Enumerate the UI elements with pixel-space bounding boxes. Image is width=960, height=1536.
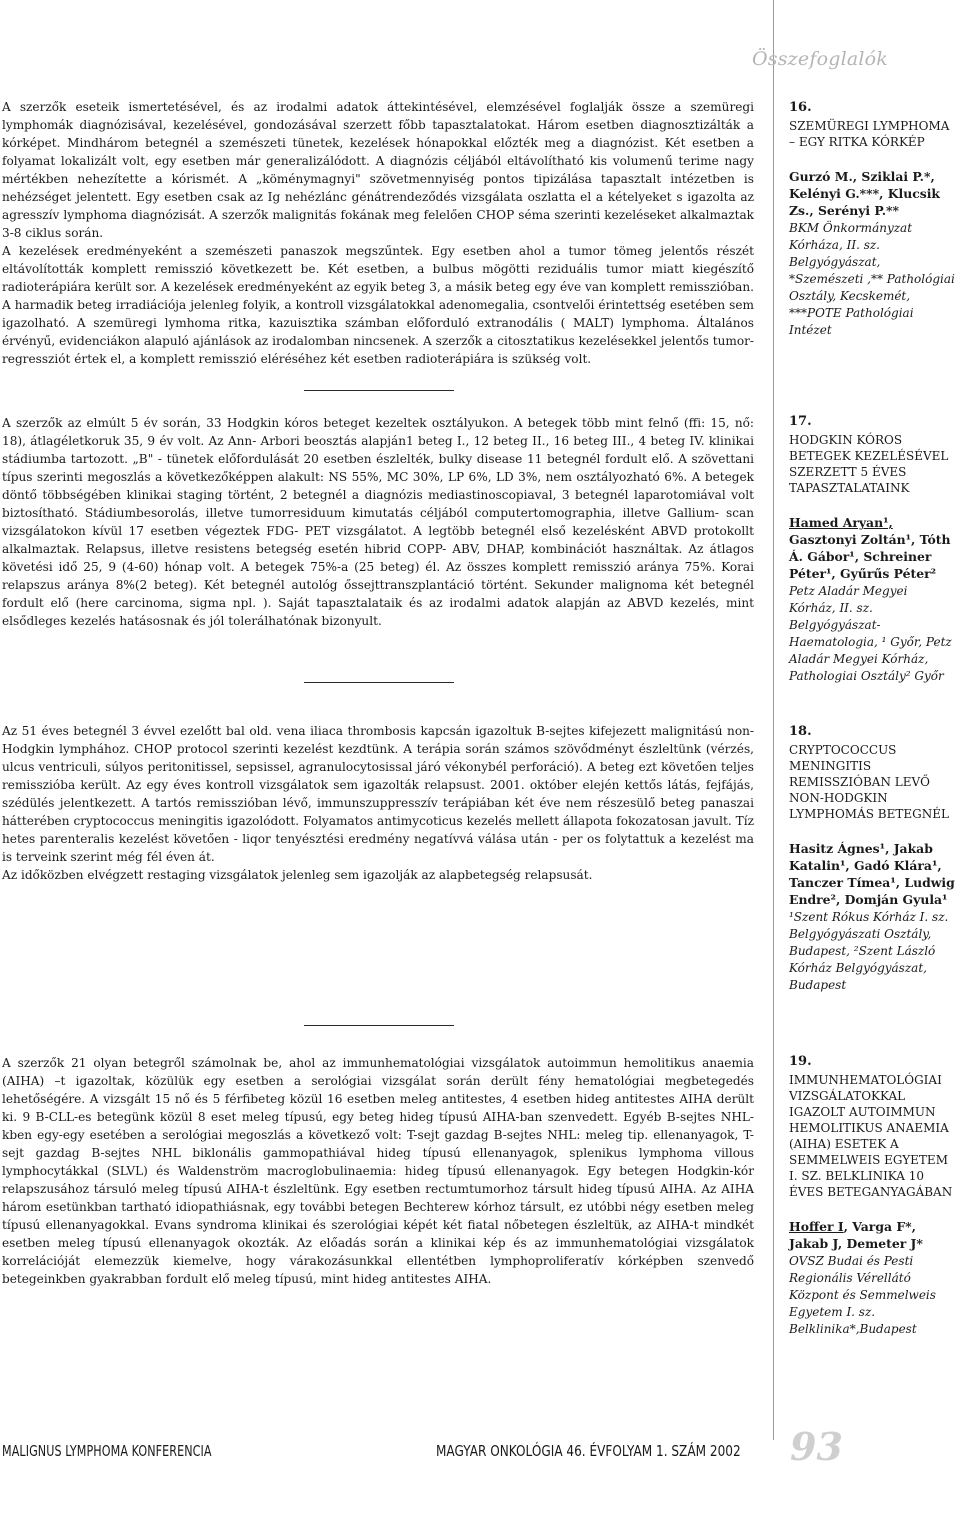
abstract-authors: Hasitz Ágnes¹, Jakab Katalin¹, Gadó Klára¹, Tanczer Tímea¹, Ludwig Endre², Domján Gyula¹ xyxy=(789,841,955,908)
abstract-title: IMMUNHEMATOLÓGIAI VIZSGÁLATOKKAL IGAZOLT AUTOIMMUN HEMOLITIKUS ANAEMIA (AIHA) ESETEK A SEMMELWEIS EGYETEM I. SZ. BELKLINIKA 10 ÉVES BETEGANYAGÁBAN xyxy=(789,1073,953,1200)
abstract-16-paragraph-2: A kezelések eredményeként a szemészeti panaszok megszűntek. Egy esetben ahol a tumor tömeg jelentős részét eltávolították komplett remisszió következett be. Két esetben, a bulbus mögötti reziduális tumor miatt kiegészítő radioterápiára került sor. A kezelések eredményeként az egyik beteg 3, a másik beteg egy éve van komplett remisszióban. A harmadik beteg irradiációja jelenleg folyik, a kontroll vizsgálatokkal adenomegalia, csontvelői érintettség esetében sem igazolható. A szemüregi lymhoma ritka, kazuisztika számban előforduló extranodális ( MALT) lymphoma. Általános érvényű, evidenciákon alapuló ajánlások az irodalomban nincsenek. A szerzők a citosztatikus kezelésekkel jelentős tumor-regressziót értek el, a komplett remisszió eléréséhez két esetben radioterápiára is szükség volt. xyxy=(2,244,754,366)
sidebar-entry-19 xyxy=(789,1054,957,1338)
abstract-17 xyxy=(2,414,754,630)
footer-journal-info: MAGYAR ONKOLÓGIA 46. ÉVFOLYAM 1. SZÁM 2002 xyxy=(436,1442,741,1460)
abstract-title: CRYPTOCOCCUS MENINGITIS REMISSZIÓBAN LEVŐ NON-HODGKIN LYMPHOMÁS BETEGNÉL xyxy=(789,743,949,822)
abstract-authors xyxy=(789,514,957,582)
presenting-author: Hoffer I xyxy=(789,1219,844,1235)
abstract-number: 17. xyxy=(789,414,812,429)
presenting-author: Hamed Aryan¹, xyxy=(789,515,893,531)
abstract-18-paragraph-2: Az időközben elvégzett restaging vizsgálatok jelenleg sem igazolják az alapbetegség relapsusát. xyxy=(2,868,593,882)
abstract-18 xyxy=(2,722,754,884)
abstract-16-paragraph-1: A szerzők eseteik ismertetésével, és az irodalmi adatok áttekintésével, elemzésével foglalják össze a szemüregi lymphomák diagnózisával, kezelésével, gondozásával szerzett főbb tapasztalatokat. Három esetben diagnosztizálták a kórképet. Mindhárom betegnél a szemészeti tünetek, kezelések hónapokkal előzték meg a diagnózist. Két esetben a folyamat lokalizált volt, egy esetben már generalizálódott. A diagnózis céljából eltávolítható kis volumenű terime nagy mértékben nehezítette a kórismét. A „köménymagnyi" szövetmennyiség pontos tipizálása tapasztalt intézetben is nehézséget jelentett. Egy esetben csak az Ig nehézlánc génátrendeződés vizsgálata oszlatta el a kételyeket s igazolta az agresszív lymphoma diagnózisát. A szerzők malignitás fokának meg felelően CHOP séma szerinti kezeléseket alkalmaztak 3-8 ciklus során. xyxy=(2,100,754,240)
abstract-number: 19. xyxy=(789,1054,812,1069)
abstract-institution: ¹Szent Rókus Kórház I. sz. Belgyógyászati Osztály, Budapest, ²Szent László Kórház Belgyógyászat, Budapest xyxy=(789,910,949,993)
abstract-19-paragraph-1: A szerzők 21 olyan betegről számolnak be, ahol az immunhematológiai vizsgálatok autoimmun hemolitikus anaemia (AIHA) –t igazoltak, közülük egy esetben a serológiai vizsgálat során derült fény hematológiai megbetegedés lehetőségére. A vizsgált 15 nő és 5 férfibeteg közül 16 esetben meleg antitestes, 4 esetben hideg antitestes AIHA derült ki. 9 B-CLL-es betegünk közül 8 eset meleg típusú, egy beteg hideg típusú AIHA-ban szenvedett. Egyéb B-sejtes NHL-kben egy-egy esetében a serológiai megoszlás a következő volt: T-sejt gazdag B-sejtes NHL: meleg tip. ellenanyagok, T-sejt gazdag B-sejtes NHL biklonális gammopathiával hideg típusú ellenanyagok, splenikus lymphoma villous lymphocytákkal (SLVL) és Waldenström macroglobulinaemia: hideg típusú ellenanyagok. Egy betegen Hodgkin-kór relapszusához társuló meleg típusú AIHA-t észleltünk. Egy esetben rectumtumorhoz társult hideg típusú AIHA. Az AIHA három esetünkban tartható idiopathiásnak, egy további betegen Bechterew kórhoz társult, ez utóbbi négy esetben meleg típusú ellenanyagokkal. Evans syndroma klinikai és szerológiai képét két fiatal nőbetegen észleltük, az AIHA-t mindkét esetben meleg típusú ellenanyagok okozták. Az előadás során a klinikai kép és az immunhematológiai vizsgálatok korrelációját elemezzük kiemelve, hogy várakozásunkkal ellentétben lymphoproliferatív kórképben szenvedő betegeinkben gyakrabban fordult elő meleg típusú, mint hideg antitestes AIHA. xyxy=(2,1056,754,1286)
co-authors: Gasztonyi Zoltán¹, Tóth Á. Gábor¹, Schreiner Péter¹, Gyűrűs Péter² xyxy=(789,532,951,582)
abstract-17-paragraph-1: A szerzők az elmúlt 5 év során, 33 Hodgkin kóros beteget kezeltek osztályukon. A betegek több mint felnő (ffi: 15, nő: 18), átlagéletkoruk 35, 9 év volt. Az Ann- Arbori beosztás alapján1 beteg I., 12 beteg II., 16 beteg III., 4 beteg IV. klinikai stádiumba tartozott. „B" - tünetek előfordulását 20 esetben észlelték, bulky disease 11 betegnél fordult elő. A szövettani típus szerinti megoszlás a következőképpen alakult: NS 55%, MC 30%, LP 6%, LD 3%, nem osztályozható 6%. A betegek döntő többségében klinikai staging történt, 2 betegnél a diagnózis mediastinoscopiaval, 3 betegnél laparotomiával volt biztosítható. Stádiumbesorolás, illetve tumorresiduum kimutatás céljából computertomographia, illetve Gallium- scan vizsgálatokon kívül 17 esetben végeztek FDG- PET vizsgálatot. A legtöbb betegnél első kezelésként ABVD protokollt alkalmaztak. Relapsus, illetve resistens betegség esetén hibrid COPP- ABV, DHAP, kombinációt használtak. Az átlagos követési idő 25, 9 (4-60) hónap volt. A betegek 75%-a (25 beteg) él. Az összes komplett remisszió aránya 75%. Korai relapszus aránya 8%(2 beteg). Két betegnél autológ őssejttranszplantáció történt. Sekunder malignoma két betegnél fordult elő (here carcinoma, sigma npl. ). Saját tapasztalataik és az irodalmi adatok alapján az ABVD kezelés, mint elsődleges kezelés hatásosnak és jól tolerálhatónak bizonyult. xyxy=(2,416,754,628)
abstract-divider xyxy=(304,1025,454,1026)
footer-conference-name: MALIGNUS LYMPHOMA KONFERENCIA xyxy=(2,1442,212,1460)
abstract-16 xyxy=(2,98,754,368)
abstract-authors: Gurzó M., Sziklai P.*, Kelényi G.***, Klucsik Zs., Serényi P.** xyxy=(789,169,941,219)
abstract-19 xyxy=(2,1054,754,1288)
abstract-institution: BKM Önkormányzat Kórháza, II. sz. Belgyógyászat, *Szemészeti ,** Pathológiai Osztály, Kecskemét, ***POTE Pathológiai Intézet xyxy=(789,221,955,338)
abstract-divider xyxy=(304,682,454,683)
abstract-number: 16. xyxy=(789,100,812,115)
sidebar-entry-16 xyxy=(789,100,957,339)
sidebar-entry-17 xyxy=(789,414,957,685)
abstract-authors xyxy=(789,1218,957,1252)
abstract-divider xyxy=(304,390,454,391)
column-rule xyxy=(773,0,774,1440)
sidebar-entry-18 xyxy=(789,724,957,994)
abstract-title: SZEMÜREGI LYMPHOMA – EGY RITKA KÓRKÉP xyxy=(789,119,950,150)
section-heading: Összefoglalók xyxy=(752,48,888,70)
abstract-institution: Petz Aladár Megyei Kórház, II. sz. Belgyógyászat-Haematologia, ¹ Győr, Petz Aladár Megyei Kórház, Pathologiai Osztály² Győr xyxy=(789,584,952,684)
abstract-18-paragraph-1: Az 51 éves betegnél 3 évvel ezelőtt bal old. vena iliaca thrombosis kapcsán igazoltuk B-sejtes kifejezett malignitású non-Hodgkin lymphához. CHOP protocol szerinti kezelést kezdtünk. A terápia során számos szövődményt észleltünk (vérzés, ulcus ventriculi, súlyos peritonitissel, sepsissel, agranulocytosissal járó vékonybél perforáció). A beteg ezt követően teljes remisszióba került. Az egy éves kontroll vizsgálatok sem igazolták relapsust. 2001. október elején kettős látás, fejfájás, szédülés jelentkezett. A tartós remisszióban lévő, immunszuppresszív terápiában két éve nem részesülő beteg panaszai hátterében cryptococcus meningitis igazolódott. Folyamatos antimycoticus kezelés mellett állapota fokozatosan javult. Tíz hetes parenteralis kezelést követően - liqor tenyésztési eredmény negatívvá válása után - per os folytattuk a kezelést ma is terveink szerint még fél éven át. xyxy=(2,724,754,864)
abstract-number: 18. xyxy=(789,724,812,739)
abstract-institution: OVSZ Budai és Pesti Regionális Vérellátó Központ és Semmelweis Egyetem I. sz. Belklinika*,Budapest xyxy=(789,1254,936,1337)
abstract-title: HODGKIN KÓROS BETEGEK KEZELÉSÉVEL SZERZETT 5 ÉVES TAPASZTALATAINK xyxy=(789,433,949,496)
page-number: 93 xyxy=(790,1424,843,1469)
co-authors: , Varga F*, Jakab J, Demeter J* xyxy=(789,1219,923,1252)
